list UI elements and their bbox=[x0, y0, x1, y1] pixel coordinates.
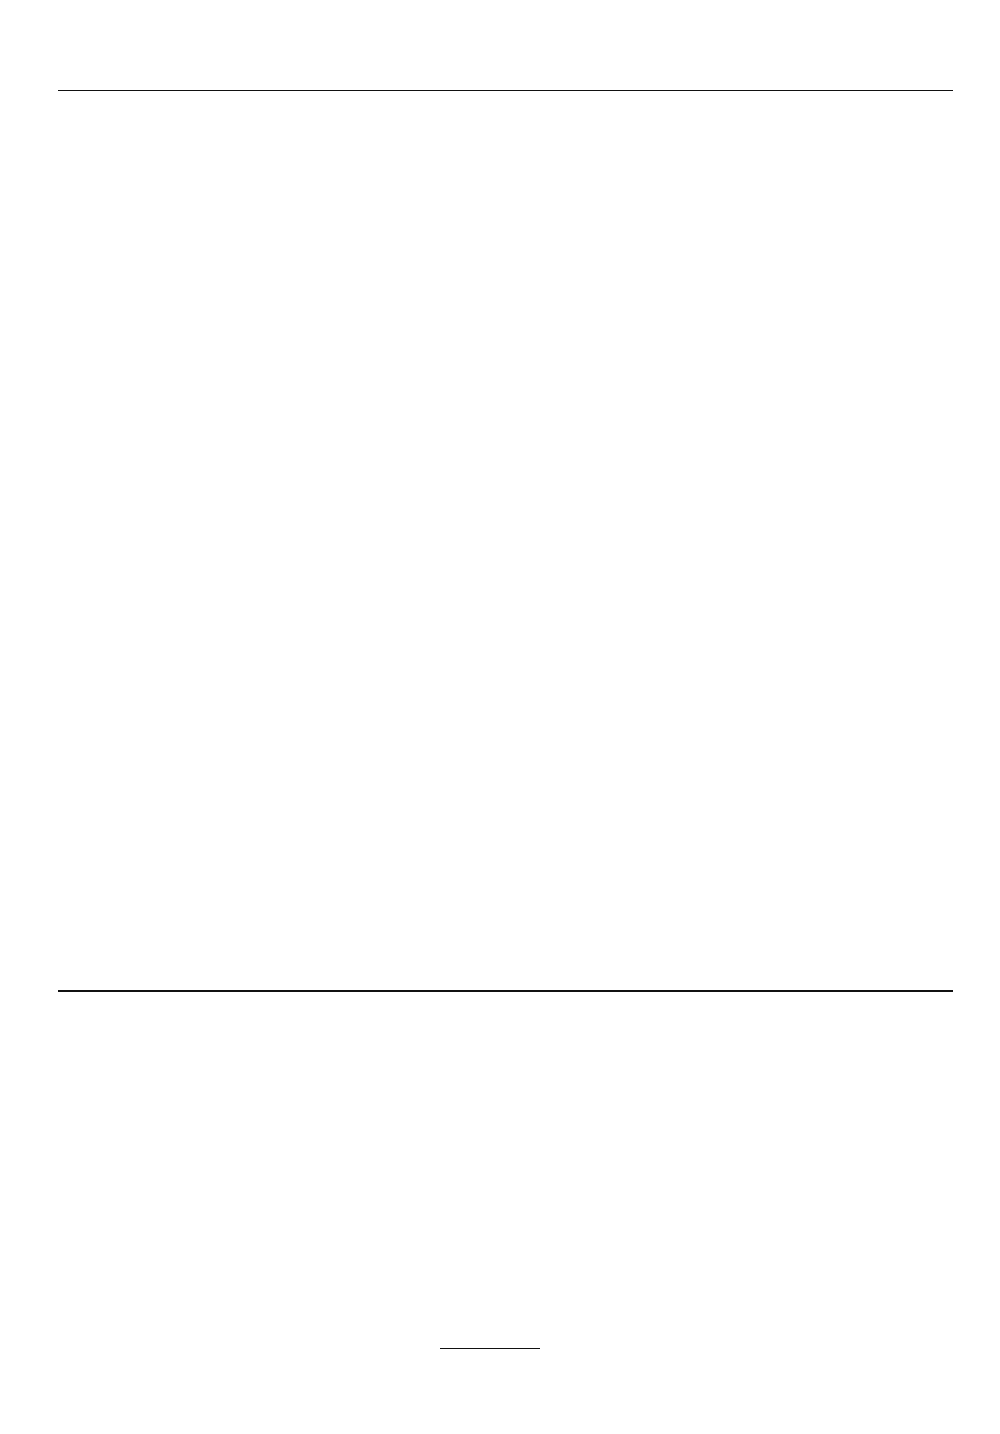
header-rule bbox=[58, 90, 953, 91]
page-header bbox=[58, 62, 948, 86]
mid-rule bbox=[58, 990, 953, 992]
footnote-rule bbox=[440, 1348, 540, 1349]
dfg-credit bbox=[955, 1418, 964, 1431]
